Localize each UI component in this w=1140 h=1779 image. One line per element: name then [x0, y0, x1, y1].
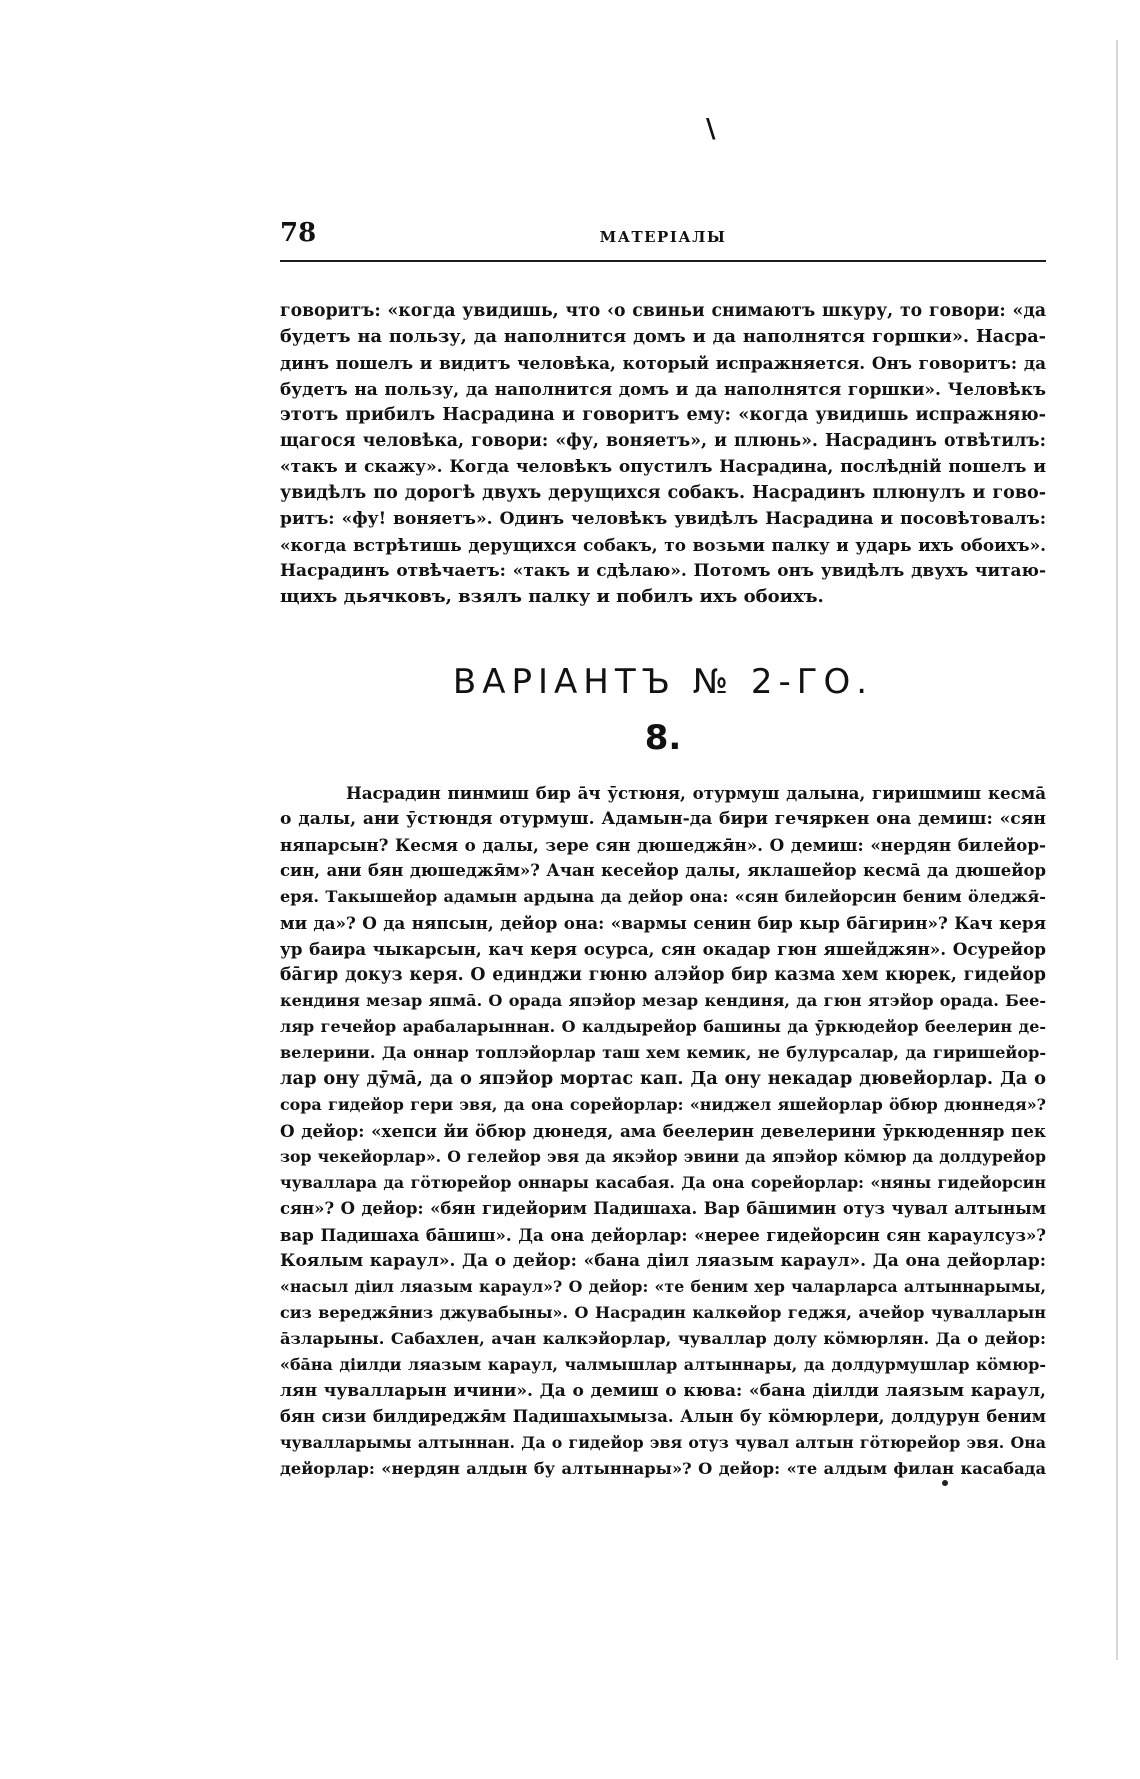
- text-line: щагося человѣка, говори: «фу, воняетъ», и плюнь». Насрадинъ отвѣтилъ:: [280, 431, 1046, 451]
- text-line: чуваллара да гӧтюрейор оннары касабая. Да она сорейорлар: «няны гидейорсин: [280, 1173, 1046, 1192]
- gagauz-paragraph: [280, 780, 1046, 1482]
- text-line: будетъ на пользу, да наполнится домъ и да наполнятся горшки». Человѣкъ: [280, 379, 1046, 399]
- text-line: сора гидейор гери эвя, да она сорейорлар: «ниджел яшейорлар ӧбюр дюннедя»?: [280, 1095, 1046, 1114]
- text-line: бян сизи билдиреджя̄м Падишахымыза. Алын бу кӧмюрлери, долдурун беним: [280, 1407, 1046, 1426]
- text-line: сиз вереджя̄низ джувабыны». О Насрадин калкөйор геджя, ачейор чувалларын: [280, 1303, 1046, 1322]
- text-line: лар ону дӯма̄, да о япэйор мортас кап. Да ону некадар дювейорлар. Да о: [280, 1068, 1046, 1089]
- text-line: ур баира чыкарсын, кач керя осурса, сян окадар гюн яшейджян». Осурейор: [280, 939, 1046, 959]
- text-line: динъ пошелъ и видитъ человѣка, который испражняется. Онъ говоритъ: да: [280, 353, 1046, 373]
- text-line: Насрадинъ отвѣчаетъ: «такъ и сдѣлаю». Потомъ онъ увидѣлъ двухъ читаю-: [280, 561, 1046, 581]
- text-line: дейорлар: «нердян алдын бу алтыннары»? О дейор: «те алдым филан касабада: [280, 1459, 1046, 1478]
- russian-paragraph: [280, 298, 1046, 610]
- text-line: сян»? О дейор: «бян гидейорим Падишаха. Вар ба̄шимин отуз чувал алтыным: [280, 1199, 1046, 1218]
- text-line: ми да»? О да няпсын, дейор она: «вармы сенин бир кыр ба̄гирин»? Кач керя: [280, 913, 1046, 933]
- page-edge-line: [1116, 40, 1118, 1660]
- text-line: лян чувалларын ичини». Да о демиш о кюва: «бана дiилди лаязым караул,: [280, 1381, 1046, 1401]
- text-line: велерини. Да оннар топлэйорлар таш хем кемик, не булурсалар, да гиришейор-: [280, 1043, 1046, 1062]
- story-number: 8.: [644, 718, 682, 758]
- text-line: еря. Такышейор адамын ардына да дейор она: «сян билейорсин беним ӧледжя̄-: [280, 887, 1046, 906]
- text-line: ба̄гир докуз керя. О единджи гюню алэйор бир казма хем кюрек, гидейор: [280, 965, 1046, 985]
- text-line: а̄зларыны. Сабахлен, ачан калкэйорлар, чуваллар долу кӧмюрлян. Да о дейор:: [280, 1329, 1046, 1348]
- text-line: зор чекейорлар». О гелейор эвя да якэйор эвини да япэйор кӧмюр да долдурейор: [280, 1147, 1046, 1166]
- running-title: МАТЕРІАЛЫ: [599, 228, 727, 246]
- page-header: [280, 218, 1046, 258]
- header-rule: [280, 260, 1046, 262]
- text-line: о далы, ани ӯстюндя отурмуш. Адамын-да бири гечяркен она демиш: «сян: [280, 809, 1046, 829]
- page-number: 78: [280, 218, 317, 248]
- text-line: вар Падишаха ба̄шиш». Да она дейорлар: «нерее гидейорсин сян караулсуз»?: [280, 1225, 1046, 1245]
- text-line: кендиня мезар япма̄. О орада япэйор мезар кендиня, да гюн ятэйор орада. Бее-: [280, 991, 1046, 1010]
- margin-mark: \: [706, 114, 716, 144]
- section-title: ВАРІАНТЪ № 2-ГО.: [452, 662, 874, 702]
- text-line: ляр гечейор арабаларыннан. О калдырейор башины да ӯркюдейор беелерин де-: [280, 1017, 1046, 1036]
- text-line: увидѣлъ по дорогѣ двухъ дерущихся собакъ. Насрадинъ плюнулъ и гово-: [280, 483, 1046, 503]
- text-line: «когда встрѣтишь дерущихся собакъ, то возьми палку и ударь ихъ обоихъ».: [280, 535, 1046, 555]
- text-line: Насрадин пинмиш бир а̄ч ӯстюня, отурмуш далына, гиришмиш кесма̄: [346, 783, 1046, 803]
- text-line: Коялым караул». Да о дейор: «бана дiил ляазым караул». Да она дейорлар:: [280, 1251, 1046, 1271]
- text-line: «насыл дiил ляазым караул»? О дейор: «те беним хер чаларларса алтыннарымы,: [280, 1277, 1046, 1296]
- text-line: О дейор: «хепси йи ӧбюр дюнедя, ама беелерин девелерини ӯркюденняр пек: [280, 1121, 1046, 1141]
- text-line: син, ани бян дюшеджя̄м»? Ачан кесейор далы, яклашейор кесма̄ да дюшейор: [280, 861, 1046, 880]
- text-line: ритъ: «фу! воняетъ». Одинъ человѣкъ увидѣлъ Насрадина и посовѣтовалъ:: [280, 509, 1046, 529]
- text-line: говоритъ: «когда увидишь, что ‹о свиньи снимаютъ шкуру, то говори: «да: [280, 301, 1046, 321]
- text-line: будетъ на пользу, да наполнится домъ и да наполнятся горшки». Насра-: [280, 326, 1046, 347]
- text-line: чувалларымы алтыннан. Да о гидейор эвя отуз чувал алтын гӧтюрейор эвя. Она: [280, 1433, 1046, 1452]
- text-line: «ба̄на дiилди ляазым караул, чалмышлар алтыннары, да долдурмушлар кӧмюр-: [280, 1355, 1046, 1374]
- text-line: щихъ дьячковъ, взялъ палку и побилъ ихъ обоихъ.: [280, 586, 824, 607]
- text-line: «такъ и скажу». Когда человѣкъ опустилъ Насрадина, послѣдній пошелъ и: [280, 457, 1046, 477]
- text-line: этотъ прибилъ Насрадина и говоритъ ему: «когда увидишь испражняю-: [280, 404, 1046, 425]
- text-line: няпарсын? Кесмя о далы, зере сян дюшеджя̄н». О демиш: «нердян билейор-: [280, 835, 1046, 855]
